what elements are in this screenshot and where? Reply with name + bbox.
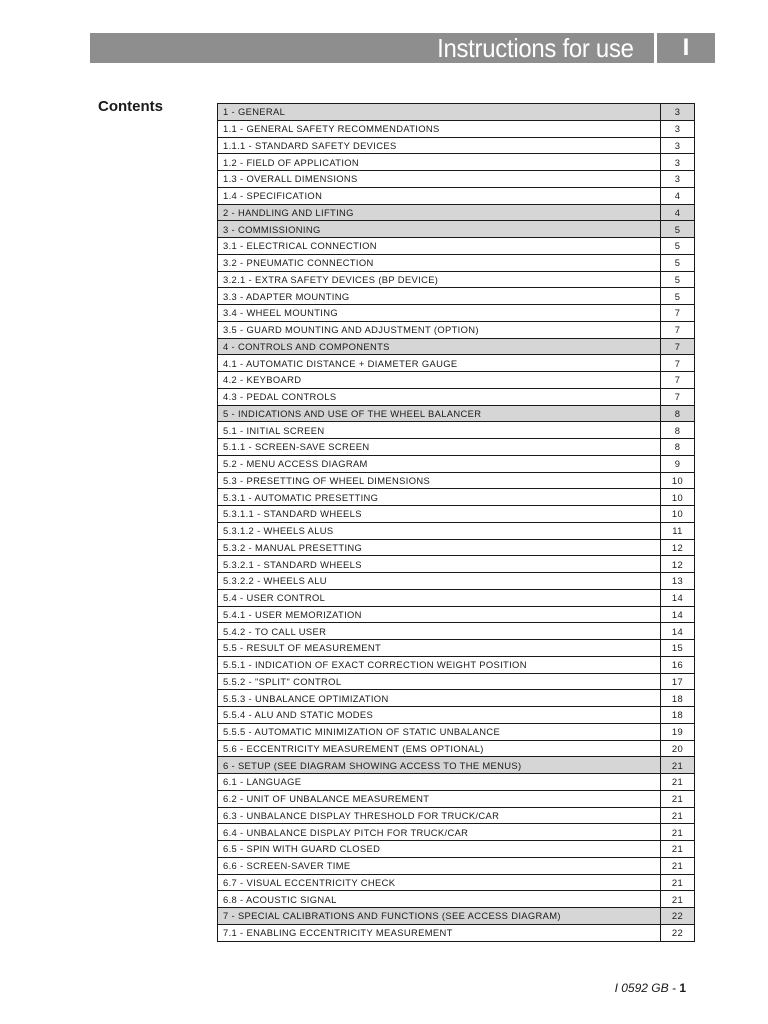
toc-entry-label: 1.2 - FIELD OF APPLICATION <box>218 154 661 171</box>
toc-entry-page: 21 <box>661 774 695 791</box>
toc-entry-label: 6.4 - UNBALANCE DISPLAY PITCH FOR TRUCK/CAR <box>218 824 661 841</box>
toc-entry-label: 6.3 - UNBALANCE DISPLAY THRESHOLD FOR TRUCK/CAR <box>218 807 661 824</box>
toc-row <box>218 271 695 288</box>
toc-entry-label: 6.5 - SPIN WITH GUARD CLOSED <box>218 841 661 858</box>
toc-row <box>218 623 695 640</box>
toc-entry-label: 5.3.2.2 - WHEELS ALU <box>218 573 661 590</box>
toc-entry-page: 22 <box>661 908 695 925</box>
toc-entry-page: 3 <box>661 137 695 154</box>
toc-row <box>218 238 695 255</box>
toc-row <box>218 539 695 556</box>
toc-entry-page: 4 <box>661 204 695 221</box>
toc-entry-label: 5.6 - ECCENTRICITY MEASUREMENT (EMS OPTIONAL) <box>218 740 661 757</box>
toc-entry-label: 5.5.1 - INDICATION OF EXACT CORRECTION WEIGHT POSITION <box>218 656 661 673</box>
toc-entry-page: 8 <box>661 439 695 456</box>
toc-entry-label: 5.4.2 - TO CALL USER <box>218 623 661 640</box>
toc-row <box>218 321 695 338</box>
toc-entry-label: 3.2 - PNEUMATIC CONNECTION <box>218 254 661 271</box>
toc-entry-page: 21 <box>661 824 695 841</box>
toc-entry-page: 8 <box>661 405 695 422</box>
language-tab: I <box>657 33 715 63</box>
page-number: 1 <box>679 981 686 995</box>
toc-row <box>218 422 695 439</box>
toc-entry-page: 14 <box>661 606 695 623</box>
toc-entry-page: 5 <box>661 288 695 305</box>
toc-row <box>218 891 695 908</box>
toc-row <box>218 723 695 740</box>
toc-entry-label: 6.6 - SCREEN-SAVER TIME <box>218 857 661 874</box>
toc-entry-page: 18 <box>661 690 695 707</box>
toc-entry-page: 11 <box>661 522 695 539</box>
toc-entry-label: 5.3 - PRESETTING OF WHEEL DIMENSIONS <box>218 472 661 489</box>
toc-row <box>218 690 695 707</box>
toc-entry-page: 8 <box>661 422 695 439</box>
toc-entry-label: 6.2 - UNIT OF UNBALANCE MEASUREMENT <box>218 790 661 807</box>
toc-entry-label: 6 - SETUP (SEE DIAGRAM SHOWING ACCESS TO THE MENUS) <box>218 757 661 774</box>
toc-entry-label: 5.4.1 - USER MEMORIZATION <box>218 606 661 623</box>
toc-row <box>218 120 695 137</box>
toc-entry-label: 1.1.1 - STANDARD SAFETY DEVICES <box>218 137 661 154</box>
contents-heading: Contents <box>98 98 163 115</box>
toc-entry-label: 7 - SPECIAL CALIBRATIONS AND FUNCTIONS (SEE ACCESS DIAGRAM) <box>218 908 661 925</box>
toc-section-row <box>218 104 695 121</box>
toc-row <box>218 439 695 456</box>
toc-entry-label: 2 - HANDLING AND LIFTING <box>218 204 661 221</box>
toc-entry-label: 4.3 - PEDAL CONTROLS <box>218 388 661 405</box>
toc-entry-page: 21 <box>661 841 695 858</box>
toc-entry-page: 16 <box>661 656 695 673</box>
toc-entry-label: 6.7 - VISUAL ECCENTRICITY CHECK <box>218 874 661 891</box>
toc-entry-label: 5 - INDICATIONS AND USE OF THE WHEEL BALANCER <box>218 405 661 422</box>
toc-row <box>218 673 695 690</box>
toc-entry-label: 3.4 - WHEEL MOUNTING <box>218 305 661 322</box>
toc-row <box>218 824 695 841</box>
toc-entry-label: 5.5.2 - "SPLIT" CONTROL <box>218 673 661 690</box>
toc-entry-page: 4 <box>661 187 695 204</box>
toc-entry-page: 17 <box>661 673 695 690</box>
toc-entry-label: 3.3 - ADAPTER MOUNTING <box>218 288 661 305</box>
toc-entry-label: 5.3.1 - AUTOMATIC PRESETTING <box>218 489 661 506</box>
toc-entry-page: 20 <box>661 740 695 757</box>
toc-entry-page: 7 <box>661 338 695 355</box>
toc-row <box>218 589 695 606</box>
toc-row <box>218 924 695 941</box>
toc-row <box>218 455 695 472</box>
toc-entry-page: 21 <box>661 757 695 774</box>
toc-entry-page: 3 <box>661 104 695 121</box>
toc-entry-label: 5.4 - USER CONTROL <box>218 589 661 606</box>
toc-entry-page: 12 <box>661 539 695 556</box>
toc-entry-label: 6.1 - LANGUAGE <box>218 774 661 791</box>
toc-entry-label: 5.5.5 - AUTOMATIC MINIMIZATION OF STATIC UNBALANCE <box>218 723 661 740</box>
toc-row <box>218 254 695 271</box>
toc-entry-label: 1.1 - GENERAL SAFETY RECOMMENDATIONS <box>218 120 661 137</box>
toc-entry-label: 5.1 - INITIAL SCREEN <box>218 422 661 439</box>
toc-entry-page: 5 <box>661 221 695 238</box>
toc-entry-page: 13 <box>661 573 695 590</box>
toc-entry-label: 3.2.1 - EXTRA SAFETY DEVICES (BP DEVICE) <box>218 271 661 288</box>
toc-entry-page: 18 <box>661 707 695 724</box>
toc-section-row <box>218 405 695 422</box>
toc-section-row <box>218 338 695 355</box>
toc-row <box>218 790 695 807</box>
toc-entry-label: 5.1.1 - SCREEN-SAVE SCREEN <box>218 439 661 456</box>
toc-row <box>218 372 695 389</box>
toc-row <box>218 606 695 623</box>
toc-row <box>218 355 695 372</box>
toc-entry-page: 3 <box>661 154 695 171</box>
toc-row <box>218 506 695 523</box>
toc-entry-page: 3 <box>661 120 695 137</box>
toc-row <box>218 305 695 322</box>
toc-entry-label: 5.5.4 - ALU AND STATIC MODES <box>218 707 661 724</box>
toc-entry-page: 15 <box>661 640 695 657</box>
toc-row <box>218 388 695 405</box>
toc-entry-page: 10 <box>661 489 695 506</box>
toc-entry-page: 7 <box>661 355 695 372</box>
toc-row <box>218 841 695 858</box>
toc-entry-page: 7 <box>661 305 695 322</box>
toc-entry-page: 7 <box>661 388 695 405</box>
toc-entry-page: 22 <box>661 924 695 941</box>
toc-row <box>218 740 695 757</box>
toc-entry-page: 14 <box>661 623 695 640</box>
toc-entry-page: 19 <box>661 723 695 740</box>
toc-row <box>218 171 695 188</box>
toc-entry-page: 5 <box>661 271 695 288</box>
table-of-contents <box>217 103 695 942</box>
toc-row <box>218 187 695 204</box>
toc-row <box>218 707 695 724</box>
toc-row <box>218 489 695 506</box>
toc-entry-page: 21 <box>661 857 695 874</box>
toc-entry-label: 5.5 - RESULT OF MEASUREMENT <box>218 640 661 657</box>
toc-entry-label: 4 - CONTROLS AND COMPONENTS <box>218 338 661 355</box>
toc-entry-page: 3 <box>661 171 695 188</box>
page-footer: I 0592 GB - 1 <box>614 981 686 995</box>
toc-entry-label: 5.3.2.1 - STANDARD WHEELS <box>218 556 661 573</box>
document-code: I 0592 GB <box>614 981 669 995</box>
toc-entry-label: 5.5.3 - UNBALANCE OPTIMIZATION <box>218 690 661 707</box>
toc-entry-label: 1 - GENERAL <box>218 104 661 121</box>
toc-entry-label: 3.1 - ELECTRICAL CONNECTION <box>218 238 661 255</box>
toc-row <box>218 774 695 791</box>
toc-entry-label: 1.3 - OVERALL DIMENSIONS <box>218 171 661 188</box>
toc-row <box>218 656 695 673</box>
toc-entry-page: 21 <box>661 790 695 807</box>
toc-row <box>218 288 695 305</box>
toc-row <box>218 807 695 824</box>
toc-entry-page: 9 <box>661 455 695 472</box>
toc-entry-label: 7.1 - ENABLING ECCENTRICITY MEASUREMENT <box>218 924 661 941</box>
toc-row <box>218 556 695 573</box>
toc-entry-page: 10 <box>661 472 695 489</box>
toc-entry-page: 14 <box>661 589 695 606</box>
toc-entry-label: 5.3.1.2 - WHEELS ALUS <box>218 522 661 539</box>
toc-entry-label: 5.2 - MENU ACCESS DIAGRAM <box>218 455 661 472</box>
header-bar <box>90 33 654 63</box>
toc-row <box>218 472 695 489</box>
toc-row <box>218 522 695 539</box>
toc-entry-page: 5 <box>661 238 695 255</box>
toc-row <box>218 857 695 874</box>
toc-section-row <box>218 757 695 774</box>
toc-entry-page: 5 <box>661 254 695 271</box>
toc-entry-page: 10 <box>661 506 695 523</box>
toc-entry-page: 7 <box>661 321 695 338</box>
toc-entry-label: 4.1 - AUTOMATIC DISTANCE + DIAMETER GAUGE <box>218 355 661 372</box>
toc-row <box>218 640 695 657</box>
toc-entry-page: 21 <box>661 807 695 824</box>
toc-row <box>218 874 695 891</box>
toc-entry-label: 5.3.2 - MANUAL PRESETTING <box>218 539 661 556</box>
toc-section-row <box>218 204 695 221</box>
toc-entry-label: 3 - COMMISSIONING <box>218 221 661 238</box>
toc-entry-label: 3.5 - GUARD MOUNTING AND ADJUSTMENT (OPTION) <box>218 321 661 338</box>
toc-entry-page: 21 <box>661 891 695 908</box>
toc-entry-label: 1.4 - SPECIFICATION <box>218 187 661 204</box>
toc-row <box>218 137 695 154</box>
toc-row <box>218 154 695 171</box>
toc-entry-label: 4.2 - KEYBOARD <box>218 372 661 389</box>
toc-row <box>218 573 695 590</box>
toc-section-row <box>218 908 695 925</box>
document-title: Instructions for use <box>437 33 634 63</box>
toc-entry-page: 21 <box>661 874 695 891</box>
toc-section-row <box>218 221 695 238</box>
toc-entry-label: 5.3.1.1 - STANDARD WHEELS <box>218 506 661 523</box>
toc-entry-page: 12 <box>661 556 695 573</box>
toc-entry-page: 7 <box>661 372 695 389</box>
toc-entry-label: 6.8 - ACOUSTIC SIGNAL <box>218 891 661 908</box>
